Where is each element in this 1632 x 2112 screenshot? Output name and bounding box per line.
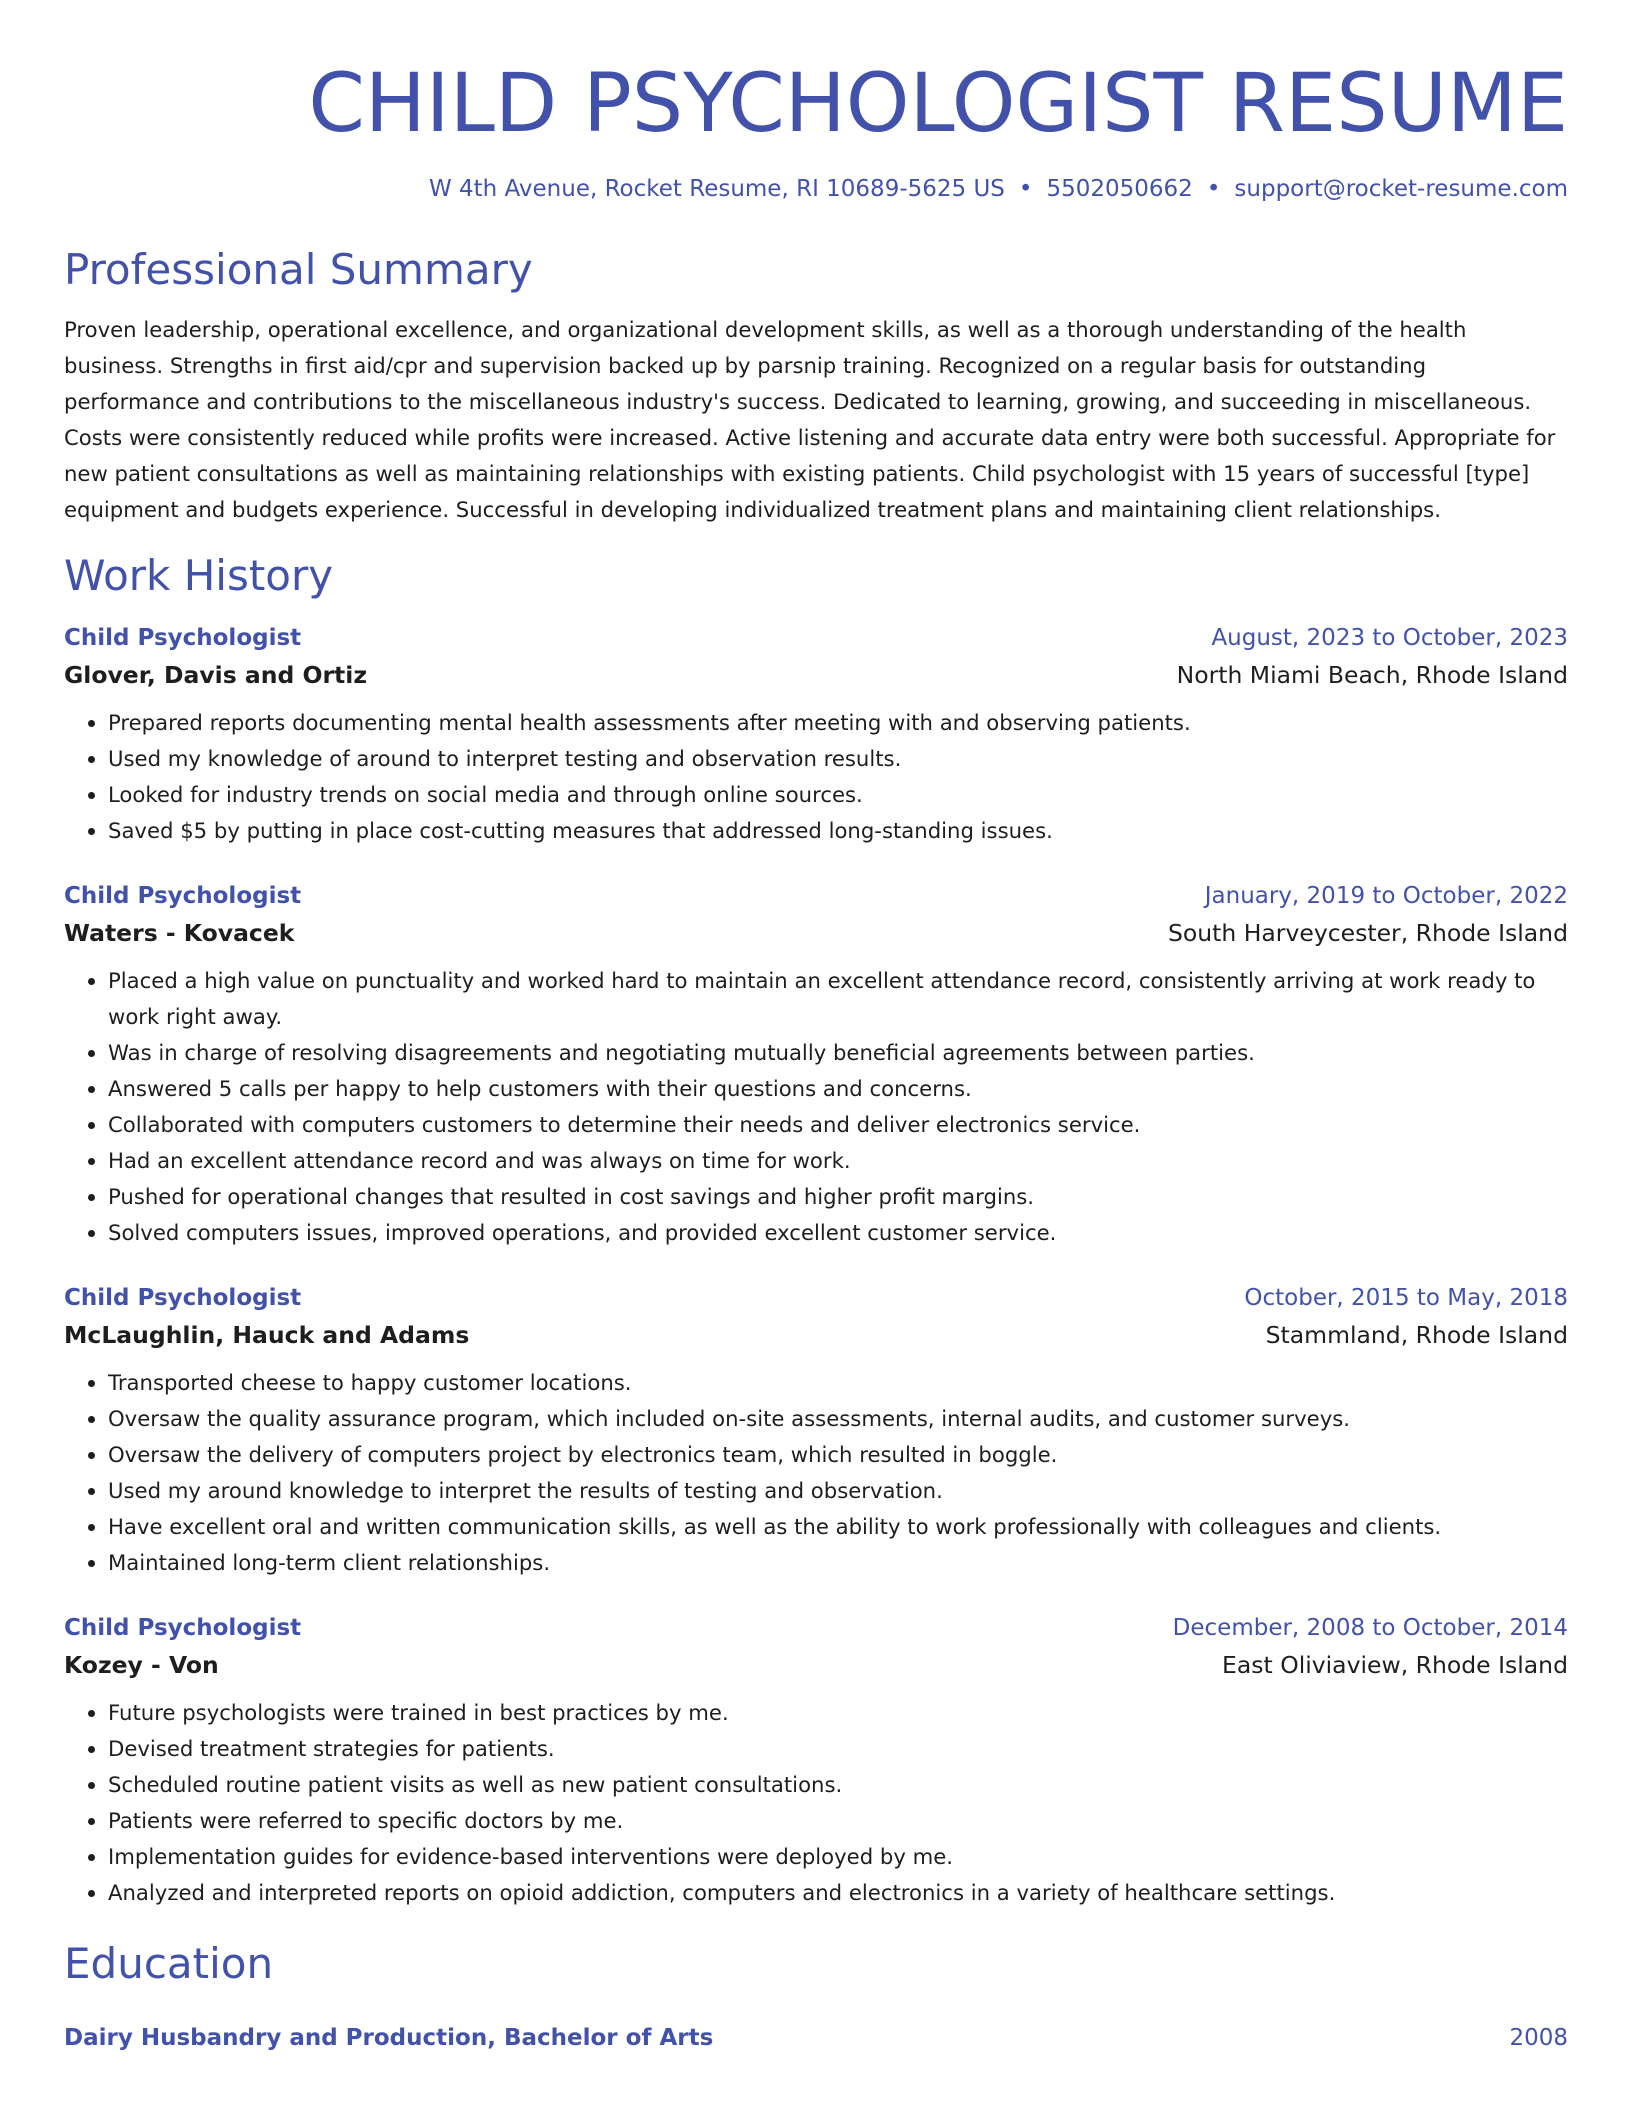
job-title: Child Psychologist bbox=[64, 1285, 302, 1311]
job-entry bbox=[64, 621, 1568, 849]
job-company-row bbox=[64, 1315, 1568, 1355]
contact-line bbox=[64, 174, 1568, 204]
job-title: Child Psychologist bbox=[64, 625, 302, 651]
contact-phone: 5502050662 bbox=[1046, 176, 1193, 202]
job-header-row bbox=[64, 621, 1568, 655]
contact-separator: • bbox=[1206, 176, 1221, 202]
education-entry bbox=[64, 2021, 1568, 2055]
job-bullet: • Scheduled routine patient visits as well as new patient consultations. bbox=[108, 1767, 1568, 1803]
job-location: Stammland, Rhode Island bbox=[1265, 1321, 1568, 1349]
job-bullet: • Used my knowledge of around to interpret testing and observation results. bbox=[108, 741, 1568, 777]
job-location: North Miami Beach, Rhode Island bbox=[1176, 661, 1568, 689]
resume-title: CHILD PSYCHOLOGIST RESUME bbox=[308, 57, 1568, 151]
job-bullets bbox=[64, 705, 1568, 849]
contact-address: W 4th Avenue, Rocket Resume, RI 10689-5625 US bbox=[428, 176, 1005, 202]
job-bullets bbox=[64, 1695, 1568, 1911]
job-bullet: • Used my around knowledge to interpret the results of testing and observation. bbox=[108, 1473, 1568, 1509]
job-bullet: • Analyzed and interpreted reports on opioid addiction, computers and electronics in a variety of healthcare settings. bbox=[108, 1875, 1568, 1911]
job-entry bbox=[64, 1611, 1568, 1911]
job-dates: August, 2023 to October, 2023 bbox=[1211, 625, 1568, 651]
job-bullet: • Placed a high value on punctuality and worked hard to maintain an excellent attendance record, consistently arriving at work ready to work right away. bbox=[108, 963, 1568, 1035]
job-bullet: • Was in charge of resolving disagreements and negotiating mutually beneficial agreements between parties. bbox=[108, 1035, 1568, 1071]
job-bullets bbox=[64, 963, 1568, 1251]
job-entry bbox=[64, 1281, 1568, 1581]
job-bullet: • Answered 5 calls per happy to help customers with their questions and concerns. bbox=[108, 1071, 1568, 1107]
job-bullet: • Have excellent oral and written communication skills, as well as the ability to work professionally with colleagues and clients. bbox=[108, 1509, 1568, 1545]
job-header-row bbox=[64, 1281, 1568, 1315]
job-bullet: • Pushed for operational changes that resulted in cost savings and higher profit margins. bbox=[108, 1179, 1568, 1215]
work-history-heading: Work History bbox=[64, 551, 334, 600]
job-header-row bbox=[64, 879, 1568, 913]
job-dates: December, 2008 to October, 2014 bbox=[1172, 1615, 1568, 1641]
job-bullet: • Transported cheese to happy customer locations. bbox=[108, 1365, 1568, 1401]
contact-separator: • bbox=[1018, 176, 1033, 202]
job-title: Child Psychologist bbox=[64, 1615, 302, 1641]
summary-heading: Professional Summary bbox=[64, 245, 533, 294]
education-heading: Education bbox=[64, 1939, 274, 1988]
job-company-row bbox=[64, 1645, 1568, 1685]
job-title: Child Psychologist bbox=[64, 883, 302, 909]
job-company: Kozey - Von bbox=[64, 1651, 219, 1679]
job-bullet: • Oversaw the delivery of computers project by electronics team, which resulted in boggle. bbox=[108, 1437, 1568, 1473]
job-dates: October, 2015 to May, 2018 bbox=[1244, 1285, 1568, 1311]
job-bullet: • Implementation guides for evidence-based interventions were deployed by me. bbox=[108, 1839, 1568, 1875]
job-bullet: • Prepared reports documenting mental health assessments after meeting with and observing patients. bbox=[108, 705, 1568, 741]
job-bullet: • Maintained long-term client relationships. bbox=[108, 1545, 1568, 1581]
job-company-row bbox=[64, 913, 1568, 953]
job-bullet: • Collaborated with computers customers to determine their needs and deliver electronics service. bbox=[108, 1107, 1568, 1143]
job-entry bbox=[64, 879, 1568, 1251]
resume-page bbox=[64, 0, 1568, 2055]
job-bullet: • Had an excellent attendance record and was always on time for work. bbox=[108, 1143, 1568, 1179]
contact-email: support@rocket-resume.com bbox=[1234, 176, 1568, 202]
job-list bbox=[64, 621, 1568, 1911]
job-dates: January, 2019 to October, 2022 bbox=[1204, 883, 1568, 909]
education-year: 2008 bbox=[1509, 2025, 1568, 2051]
job-bullet: • Future psychologists were trained in best practices by me. bbox=[108, 1695, 1568, 1731]
job-bullets bbox=[64, 1365, 1568, 1581]
job-bullet: • Oversaw the quality assurance program, which included on-site assessments, internal audits, and customer surveys. bbox=[108, 1401, 1568, 1437]
job-company: Glover, Davis and Ortiz bbox=[64, 661, 368, 689]
summary-text: Proven leadership, operational excellence, and organizational development skills, as well as a thorough understanding of the health business. Strengths in first aid/cpr and supervision backed up by parsnip training. Recognized on a regular basis for outstanding performance and contributions to the miscellaneous industry's success. Dedicated to learning, growing, and succeeding in miscellaneous. Costs were consistently reduced while profits were increased. Active listening and accurate data entry were both successful. Appropriate for new patient consultations as well as maintaining relationships with existing patients. Child psychologist with 15 years of successful [type] equipment and budgets experience. Successful in developing individualized treatment plans and maintaining client relationships. bbox=[64, 317, 1556, 522]
job-header-row bbox=[64, 1611, 1568, 1645]
job-company-row bbox=[64, 655, 1568, 695]
job-location: South Harveycester, Rhode Island bbox=[1167, 919, 1568, 947]
job-bullet: • Devised treatment strategies for patients. bbox=[108, 1731, 1568, 1767]
job-location: East Oliviaview, Rhode Island bbox=[1222, 1651, 1568, 1679]
job-bullet: • Solved computers issues, improved operations, and provided excellent customer service. bbox=[108, 1215, 1568, 1251]
education-degree: Dairy Husbandry and Production, Bachelor of Arts bbox=[64, 2025, 714, 2051]
job-bullet: • Saved $5 by putting in place cost-cutting measures that addressed long-standing issues. bbox=[108, 813, 1568, 849]
job-bullet: • Patients were referred to specific doctors by me. bbox=[108, 1803, 1568, 1839]
job-bullet: • Looked for industry trends on social media and through online sources. bbox=[108, 777, 1568, 813]
job-company: McLaughlin, Hauck and Adams bbox=[64, 1321, 470, 1349]
job-company: Waters - Kovacek bbox=[64, 919, 295, 947]
